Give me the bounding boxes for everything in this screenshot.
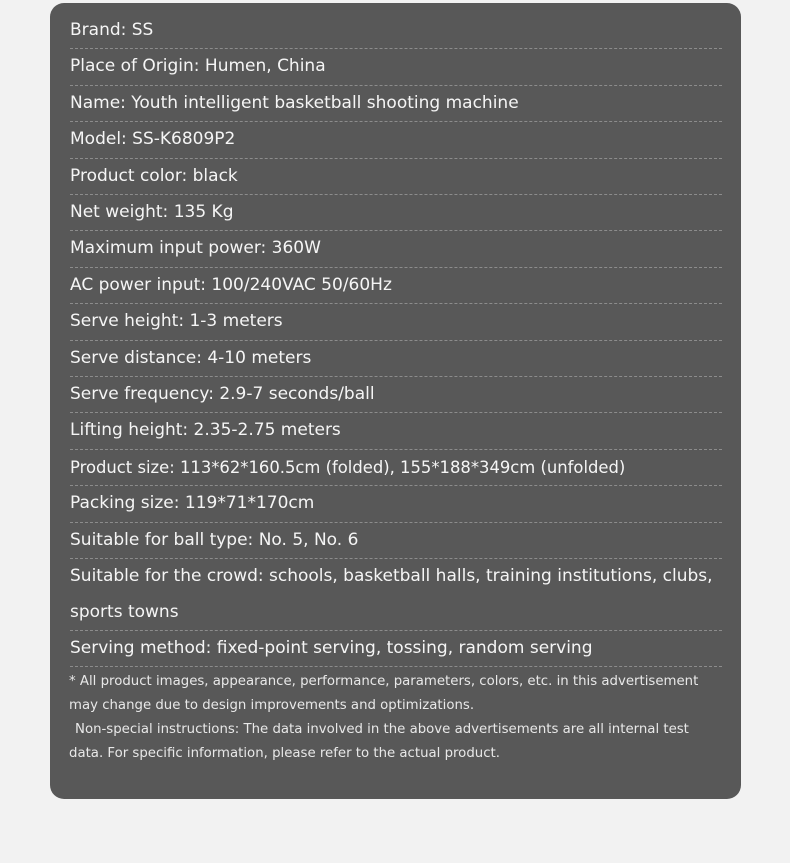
disclaimer-line-2: Non-special instructions: The data involved in the above advertisements are all internal test data. For specific information, please refer to the actual product. [69,722,689,761]
spec-net-weight: Net weight: 135 Kg [70,195,722,231]
spec-panel [50,3,741,799]
spec-origin: Place of Origin: Humen, China [70,49,722,85]
spec-list [70,13,722,667]
spec-lifting-height: Lifting height: 2.35-2.75 meters [70,413,722,449]
spec-serve-frequency: Serve frequency: 2.9-7 seconds/ball [70,377,722,413]
spec-max-power: Maximum input power: 360W [70,231,722,267]
spec-product-size: Product size: 113*62*160.5cm (folded), 155*188*349cm (unfolded) [70,450,722,486]
spec-brand: Brand: SS [70,13,722,49]
spec-crowd: Suitable for the crowd: schools, basketball halls, training institutions, clubs, sports towns [70,559,722,631]
spec-packing-size: Packing size: 119*71*170cm [70,486,722,522]
spec-ac-input: AC power input: 100/240VAC 50/60Hz [70,268,722,304]
spec-model: Model: SS-K6809P2 [70,122,722,158]
spec-name: Name: Youth intelligent basketball shooting machine [70,86,722,122]
disclaimer-line-1: * All product images, appearance, performance, parameters, colors, etc. in this advertisement may change due to design improvements and optimizations. [69,674,699,713]
spec-serving-method: Serving method: fixed-point serving, tossing, random serving [70,631,722,667]
disclaimer-notes [69,670,724,766]
spec-serve-height: Serve height: 1-3 meters [70,304,722,340]
spec-ball-type: Suitable for ball type: No. 5, No. 6 [70,523,722,559]
spec-color: Product color: black [70,159,722,195]
spec-serve-distance: Serve distance: 4-10 meters [70,341,722,377]
